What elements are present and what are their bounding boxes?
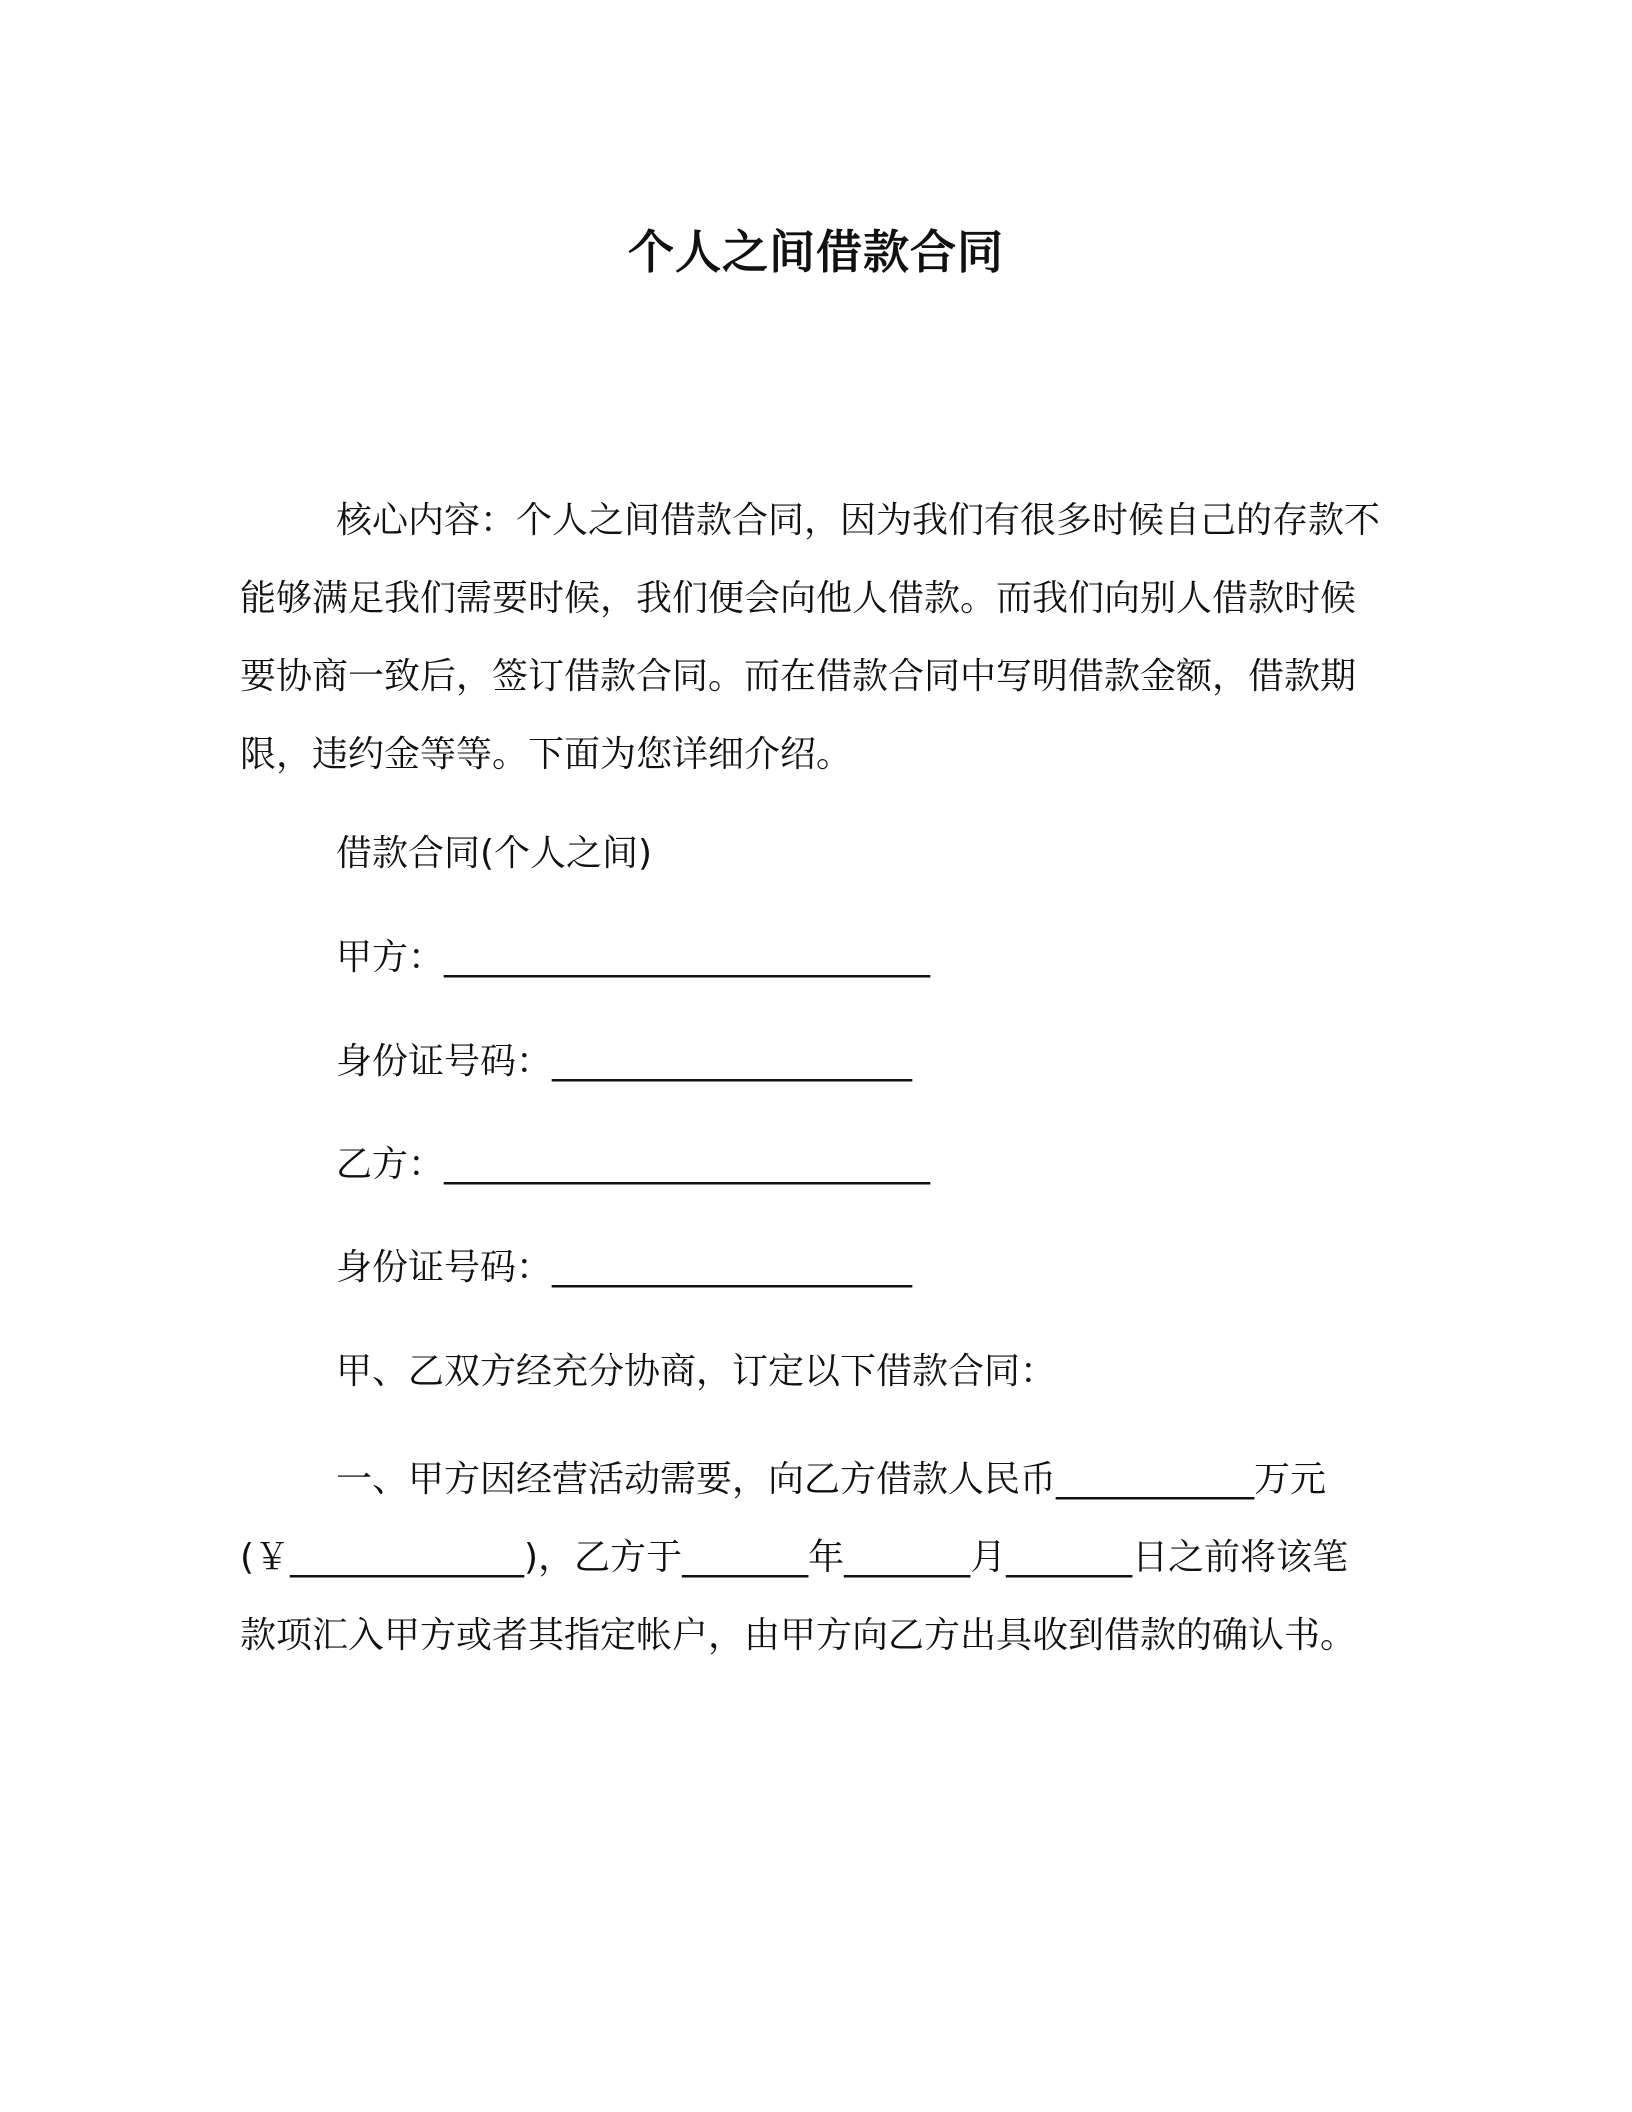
intro-paragraph: 核心内容：个人之间借款合同，因为我们有很多时候自己的存款不能够满足我们需要时候，我们便会向他人借款。而我们向别人借款时候要协商一致后，签订借款合同。而在借款合同中写明借款金额，借款期限，违约金等等。下面为您详细介绍。: [240, 500, 1381, 775]
clause-1-paragraph: 一、甲方因经营活动需要，向乙方借款人民币___________万元(￥_____________)，乙方于_______年_______月_______日之前将该笔款项汇入甲方或者其指定帐户，由甲方向乙方出具收到借款的确认书。: [240, 1459, 1357, 1656]
contract-subtitle: 借款合同(个人之间): [336, 833, 653, 874]
party-a-line: 甲方：___________________________: [336, 937, 931, 978]
party-b-id-line: 身份证号码：____________________: [336, 1247, 913, 1288]
agreement-line: 甲、乙双方经充分协商，订定以下借款合同：: [336, 1351, 1057, 1392]
party-a-id-line: 身份证号码：____________________: [336, 1041, 913, 1082]
party-b-line: 乙方：___________________________: [336, 1144, 931, 1185]
document-title: 个人之间借款合同: [628, 225, 1004, 279]
